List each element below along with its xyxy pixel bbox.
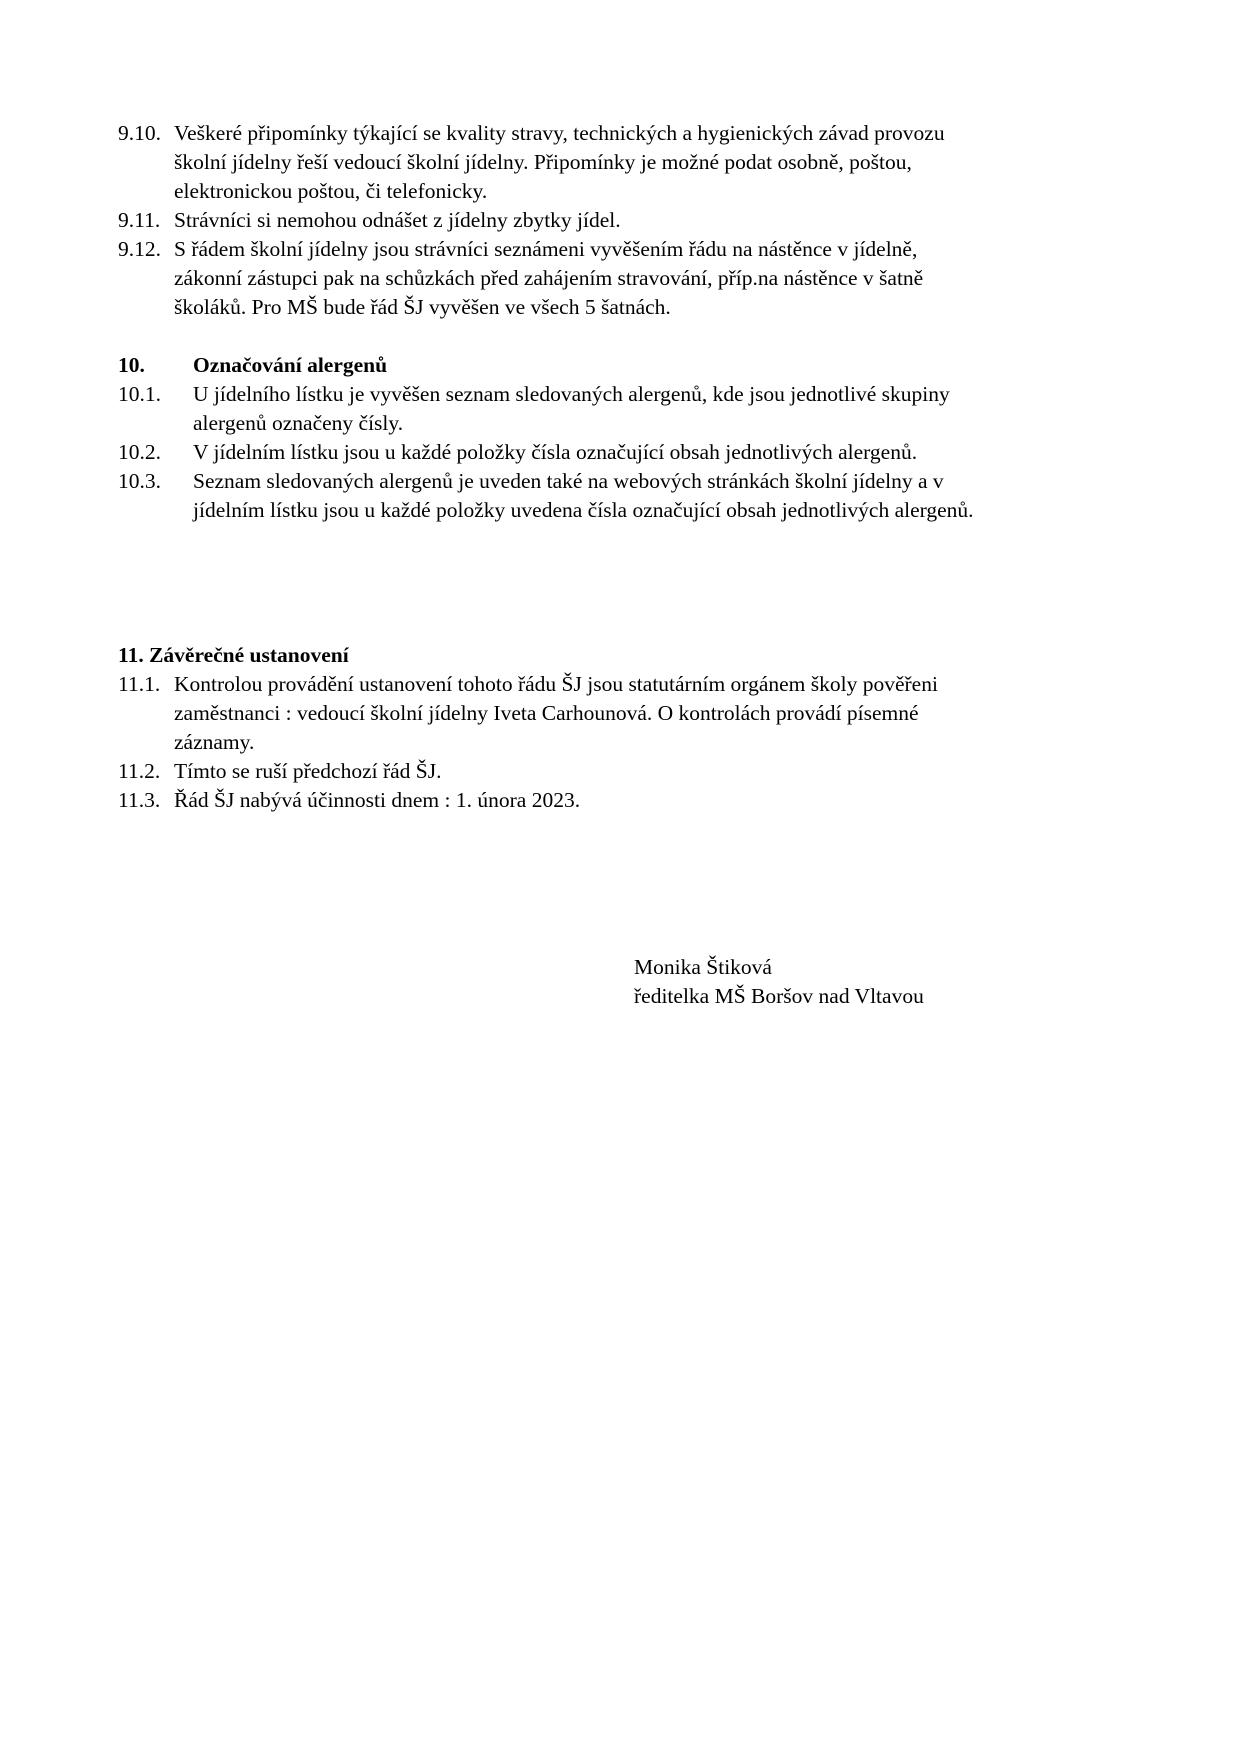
item-number: 11.2.	[118, 759, 161, 783]
item-10-1	[118, 380, 1133, 438]
item-number: 10.2.	[118, 440, 161, 464]
item-text	[174, 119, 1104, 206]
text-line: Seznam sledovaných alergenů je uveden také na webových stránkách školní jídelny a v	[193, 469, 944, 493]
text-line: školáků. Pro MŠ bude řád ŠJ vyvěšen ve všech 5 šatnách.	[174, 295, 671, 319]
item-number: 11.1.	[118, 672, 161, 696]
section-title: 11. Závěrečné ustanovení	[118, 643, 349, 667]
item-number: 9.11.	[118, 208, 161, 232]
item-number: 9.12.	[118, 237, 161, 261]
text-line: jídelním lístku jsou u každé položky uvedena čísla označující obsah jednotlivých alergenů.	[193, 498, 974, 522]
item-11-3	[118, 786, 1104, 815]
item-text	[174, 786, 1104, 815]
section-number: 10.	[118, 353, 145, 377]
item-9-11	[118, 206, 1104, 235]
section-10-heading	[118, 351, 387, 380]
item-9-12	[118, 235, 1104, 322]
item-number: 9.10.	[118, 121, 161, 145]
item-text	[174, 235, 1104, 322]
signatory-role: ředitelka MŠ Boršov nad Vltavou	[634, 984, 924, 1008]
section-title: Označování alergenů	[193, 353, 388, 377]
text-line: zaměstnanci : vedoucí školní jídelny Iveta Carhounová. O kontrolách provádí písemné	[174, 701, 919, 725]
text-line: U jídelního lístku je vyvěšen seznam sledovaných alergenů, kde jsou jednotlivé skupiny	[193, 382, 950, 406]
text-line: záznamy.	[174, 730, 255, 754]
item-number: 11.3.	[118, 788, 161, 812]
text-line: Veškeré připomínky týkající se kvality stravy, technických a hygienických závad provozu	[174, 121, 945, 145]
item-text	[174, 757, 1104, 786]
section-11-heading	[118, 641, 349, 670]
text-line: Strávníci si nemohou odnášet z jídelny zbytky jídel.	[174, 208, 621, 232]
signature-block	[634, 953, 924, 1011]
signatory-name: Monika Štiková	[634, 955, 772, 979]
text-line: elektronickou poštou, či telefonicky.	[174, 179, 488, 203]
item-text	[174, 206, 1104, 235]
item-number: 10.3.	[118, 469, 161, 493]
text-line: S řádem školní jídelny jsou strávníci seznámeni vyvěšením řádu na nástěnce v jídelně,	[174, 237, 918, 261]
item-10-2	[118, 438, 1133, 467]
item-text	[193, 467, 1133, 525]
text-line: Tímto se ruší předchozí řád ŠJ.	[174, 759, 442, 783]
text-line: alergenů označeny čísly.	[193, 411, 404, 435]
text-line: školní jídelny řeší vedoucí školní jídelny. Připomínky je možné podat osobně, poštou,	[174, 150, 912, 174]
item-11-2	[118, 757, 1104, 786]
item-9-10	[118, 119, 1104, 206]
item-text	[174, 670, 1104, 757]
item-text	[193, 438, 1133, 467]
item-11-1	[118, 670, 1104, 757]
item-number: 10.1.	[118, 382, 161, 406]
text-line: zákonní zástupci pak na schůzkách před zahájením stravování, příp.na nástěnce v šatně	[174, 266, 924, 290]
text-line: Řád ŠJ nabývá účinnosti dnem : 1. února 2023.	[174, 788, 581, 812]
text-line: V jídelním lístku jsou u každé položky čísla označující obsah jednotlivých alergenů.	[193, 440, 918, 464]
text-line: Kontrolou provádění ustanovení tohoto řádu ŠJ jsou statutárním orgánem školy pověřeni	[174, 672, 938, 696]
item-10-3	[118, 467, 1133, 525]
item-text	[193, 380, 1133, 438]
